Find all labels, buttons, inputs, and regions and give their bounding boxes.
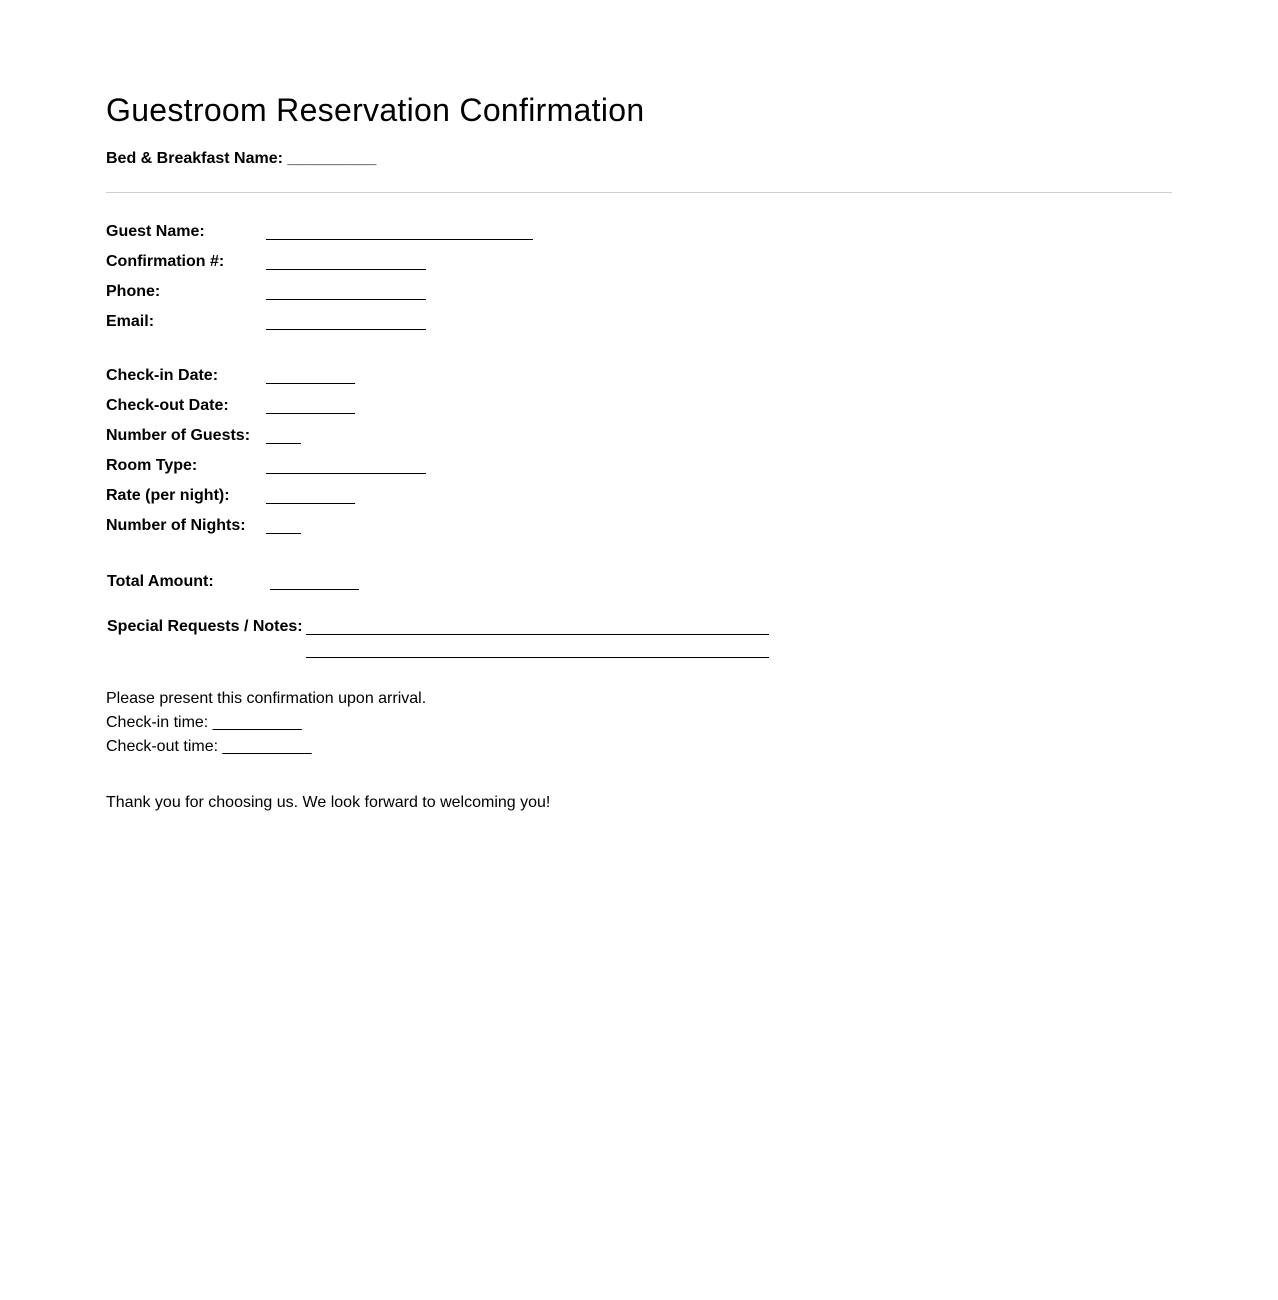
total-blank [270, 589, 359, 590]
checkout-date-blank [266, 413, 355, 414]
thank-you-message: Thank you for choosing us. We look forward to welcoming you! [106, 794, 551, 811]
nights-row [106, 516, 806, 538]
checkin-date-label: Check-in Date: [106, 367, 219, 384]
checkout-date-row [106, 396, 806, 418]
rate-blank [266, 503, 355, 504]
phone-label: Phone: [106, 283, 161, 300]
phone-blank [266, 299, 426, 300]
notes-blank-1 [306, 634, 769, 635]
checkin-date-blank [266, 383, 355, 384]
header-divider [106, 192, 1172, 193]
room-type-blank [266, 473, 426, 474]
confirmation-row [106, 252, 806, 274]
guest-name-row [106, 222, 806, 244]
email-row [106, 312, 806, 334]
notes-label: Special Requests / Notes: [107, 618, 303, 635]
email-label: Email: [106, 313, 155, 330]
notes-blank-2 [306, 657, 769, 658]
guests-count-label: Number of Guests: [106, 427, 251, 444]
guest-name-blank [266, 239, 533, 240]
checkin-date-row [106, 366, 806, 388]
guest-name-label: Guest Name: [106, 223, 205, 240]
checkout-time: Check-out time: __________ [106, 738, 312, 755]
notes-row [107, 617, 807, 639]
room-type-label: Room Type: [106, 457, 198, 474]
phone-row [106, 282, 806, 304]
bnb-name-field: Bed & Breakfast Name: __________ [106, 150, 377, 167]
total-label: Total Amount: [107, 573, 214, 590]
nights-blank [266, 533, 301, 534]
nights-label: Number of Nights: [106, 517, 246, 534]
confirmation-blank [266, 269, 426, 270]
guests-count-blank [266, 443, 301, 444]
room-type-row [106, 456, 806, 478]
present-notice: Please present this confirmation upon arrival. [106, 690, 427, 707]
checkout-date-label: Check-out Date: [106, 397, 229, 414]
guests-count-row [106, 426, 806, 448]
page-title: Guestroom Reservation Confirmation [106, 92, 645, 128]
total-row [107, 572, 807, 594]
rate-label: Rate (per night): [106, 487, 230, 504]
email-blank [266, 329, 426, 330]
confirmation-label: Confirmation #: [106, 253, 225, 270]
checkin-time: Check-in time: __________ [106, 714, 302, 731]
rate-row [106, 486, 806, 508]
